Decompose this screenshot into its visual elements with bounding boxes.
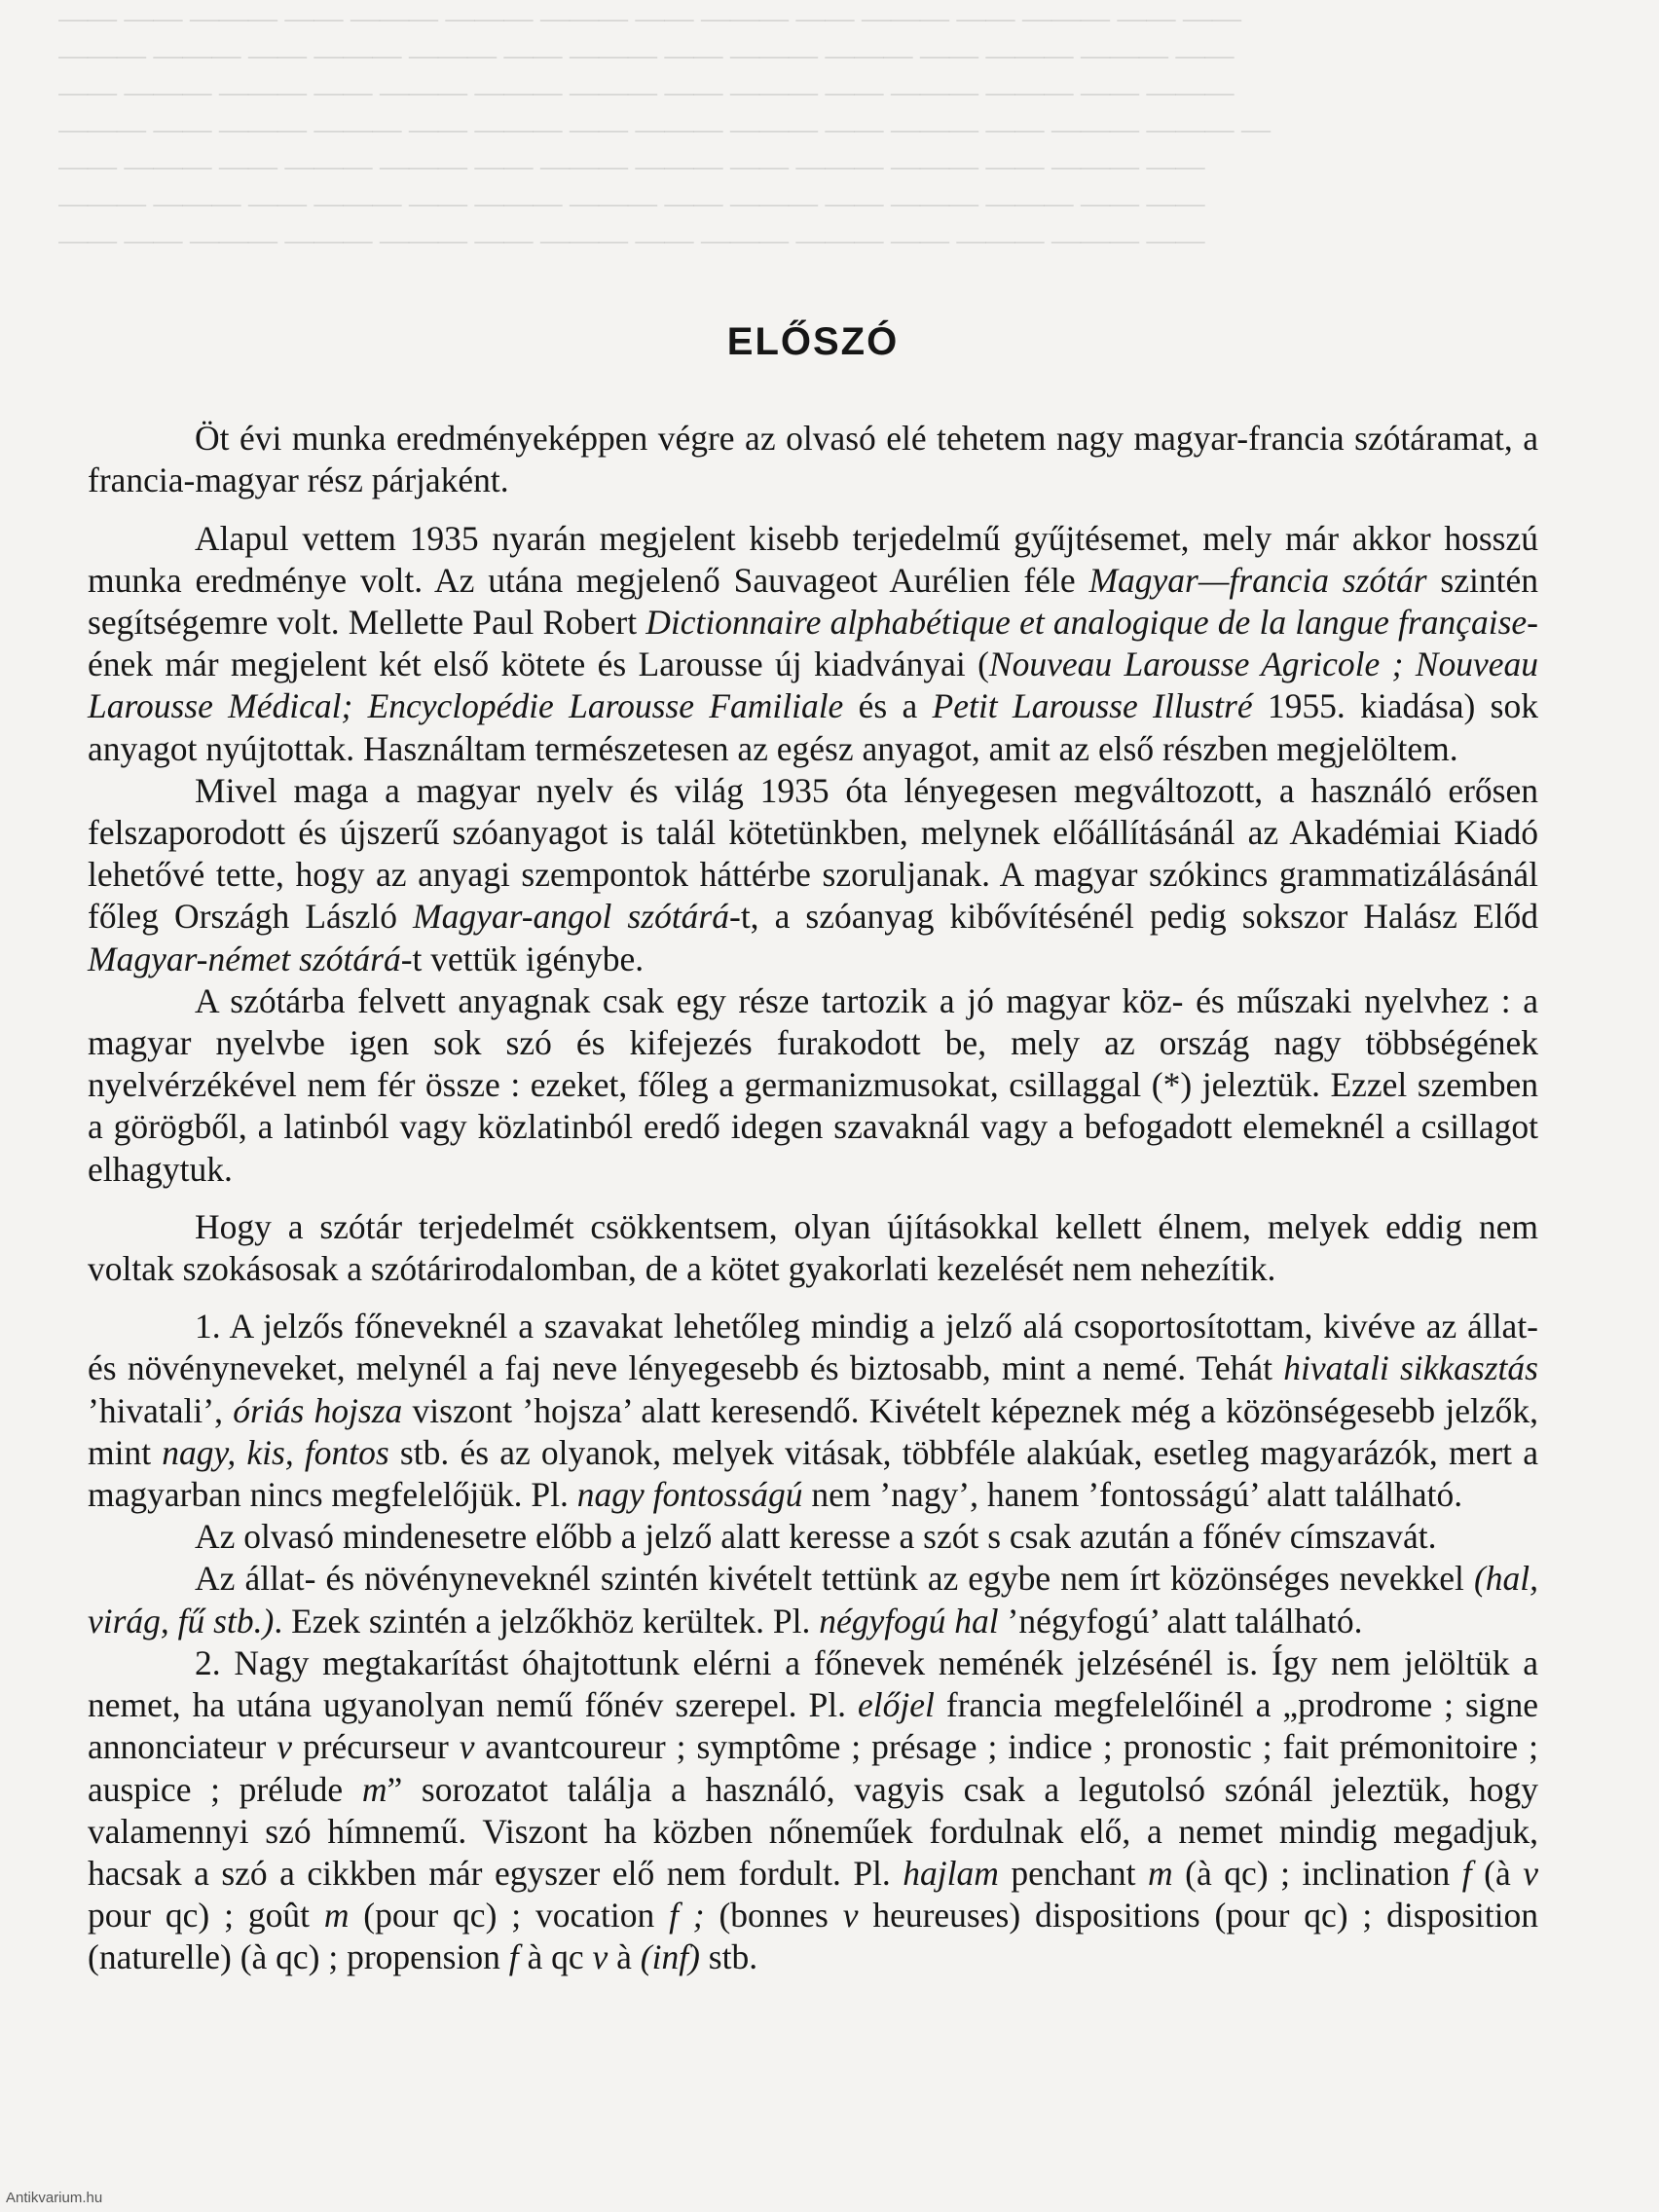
text-run: (à qc) ; inclination (1172, 1853, 1462, 1893)
text-run: stb. (699, 1937, 758, 1977)
page-title: ELŐSZÓ (726, 320, 900, 363)
text-run: viszont ’hojsza’ alatt keresendő. Kivételt képeznek még a közönségesebb jelzők, mint (88, 1390, 1538, 1472)
paragraph (88, 1206, 1538, 1290)
paragraph (88, 418, 1538, 501)
italic-run: v (1523, 1853, 1538, 1893)
text-run: Hogy a szótár terjedelmét csökkentsem, olyan újításokkal kellett élnem, melyek eddig nem voltak szokásosak a szótárirodalomban, de a kötet gyakorlati kezelését nem nehezítik. (88, 1206, 1538, 1289)
text-run: (bonnes (704, 1896, 843, 1936)
italic-run: f (508, 1937, 519, 1977)
text-run: A szótárba felvett anyagnak csak egy része tartozik a jó magyar köz- és műszaki nyelvhez : a magyar nyelvbe igen sok szó és kifejezés furakodott be, mely az ország nagy többségének nyelvérzékével nem fér össze : ezeket, főleg a germanizmusokat, csillaggal (*) jeleztük. Ezzel szemben a görögből, a latinból vagy közlatinból eredő idegen szavaknál vagy a befogadott elemeknél a csillagot elhagytuk. (88, 980, 1538, 1189)
italic-run: Dictionnaire alphabétique et analogique de la langue française (645, 603, 1528, 643)
text-run: -t, a szóanyag kibővítésénél pedig sokszor Halász Előd (729, 897, 1538, 937)
text-run: és a (843, 686, 933, 726)
italic-run: v (842, 1896, 859, 1936)
text-run: 1. A jelzős főneveknél a szavakat lehetőleg mindig a jelző alá csoportosítottam, kivéve az állat- és növényneveket, melynél a faj neve lényegesebb és biztosabb, mint a nemé. Tehát (88, 1307, 1538, 1388)
text-run: ’négyfogú’ alatt található. (998, 1601, 1363, 1641)
text-run: à (608, 1937, 641, 1977)
paragraph (88, 770, 1538, 980)
italic-run: nagy, kis, fontos (162, 1432, 389, 1472)
italic-run: v (592, 1937, 608, 1977)
paragraph (88, 1558, 1538, 1641)
italic-run: m (1148, 1853, 1173, 1893)
italic-run: nagy fontosságú (576, 1475, 803, 1515)
text-run: 2. Nagy megtakarítást óhajtottunk elérni a főnevek neménék jelzésénél is. Így nem jelöltük a nemet, ha utána ugyanolyan nemű főnév szerepel. Pl. (88, 1642, 1538, 1725)
italic-run: (hal, virág, fű stb.) (88, 1559, 1538, 1641)
bleed-through-text: —— —— ——— —— ——— ——— ——— —— ——— —— ——— —— ——— —— —— ——— ——— —— ——— ——— —— ——— —— ——— ——— —— ——— ——— —— —— ——— ——— —— ——— ——— ——— —— ——— —— ——— ——— —— ——— ——— —— ——— ——— —— ——— —— ——— ——— —— ——— —— ——— ——— — —— ——— —— ——— ——— —— ——— ——— —— ——— ——— —— ——— —— ——— ——— —— ——— —— ——— ——— —— ——— —— ——— ——— —— —— —— —— ——— ——— ——— —— ——— —— ——— ——— —— ——— ——— —— (58, 2, 1271, 256)
text-run: . Ezek szintén a jelzőkhöz kerültek. Pl. (274, 1601, 820, 1641)
text-run: Az olvasó mindenesetre előbb a jelző alatt keresse a szót s csak azután a főnév címszavát. (195, 1517, 1437, 1557)
text-run: pour qc) ; goût (88, 1896, 324, 1936)
paragraph (88, 980, 1538, 1191)
italic-run: Nouveau Larousse Agricole ; Nouveau Larousse Médical; Encyclopédie Larousse Familiale (88, 645, 1538, 726)
italic-run: hivatali sikkasztás (1283, 1348, 1538, 1388)
text-run: heureuses) dispositions (pour qc) ; disposition (naturelle) (à qc) ; propension (88, 1896, 1538, 1977)
text-run: -t vettük igénybe. (400, 939, 645, 978)
preface-body (88, 418, 1538, 1978)
paragraph (88, 1516, 1538, 1558)
italic-run: hajlam (903, 1853, 999, 1893)
italic-run: v (276, 1727, 293, 1767)
text-run: -ének már megjelent két első kötete és Larousse új kiadványai ( (88, 603, 1538, 684)
text-run: francia megfelelőinél a „prodrome ; signe annonciateur (88, 1685, 1538, 1767)
text-run: szintén segítségemre volt. Mellette Paul Robert (88, 560, 1538, 643)
text-run: nem ’nagy’, hanem ’fontosságú’ alatt található. (802, 1475, 1463, 1515)
text-run: précurseur (292, 1727, 460, 1767)
text-run: Öt évi munka eredményeképpen végre az olvasó elé tehetem nagy magyar-francia szótáramat, a francia-magyar rész párjaként. (88, 419, 1538, 500)
text-run: 1955. kiadása) sok anyagot nyújtottak. Használtam természetesen az egész anyagot, amit az első részben megjelöltem. (88, 686, 1538, 768)
text-run: avantcoureur ; symptôme ; présage ; indice ; pronostic ; fait prémonitoire ; auspice ; prélude (88, 1727, 1538, 1809)
text-run: Mivel maga a magyar nyelv és világ 1935 óta lényegesen megváltozott, a használó erősen felszaporodott és újszerű szóanyagot is talál kötetünkben, melynek előállításánál az Akadémiai Kiadó lehetővé tette, hogy az anyagi szempontok háttérbe szoruljanak. A magyar szókincs grammatizálásánál főleg Országh László (88, 770, 1538, 937)
italic-run: négyfogú hal (819, 1601, 999, 1641)
text-run: stb. és az olyanok, melyek vitásak, többféle alakúak, esetleg magyarázók, mert a magyarban nincs megfelelőjük. Pl. (88, 1432, 1538, 1515)
text-run: (pour qc) ; vocation (349, 1896, 670, 1936)
italic-run: f ; (669, 1896, 705, 1936)
watermark: Antikvarium.hu (6, 2190, 103, 2206)
paragraph (88, 1642, 1538, 1979)
italic-run: Magyar—francia szótár (1088, 560, 1427, 600)
text-run: penchant (998, 1853, 1149, 1893)
text-run: ” sorozatot találja a használó, vagyis csak a legutolsó szónál jeleztük, hogy valamennyi szó hímnemű. Viszont ha közben nőneműek fordulnak elő, a nemet mindig megadjuk, hacsak a szó a cikkben már egyszer elő nem fordult. Pl. (88, 1769, 1538, 1893)
text-run: à qc (518, 1937, 593, 1977)
italic-run: óriás hojsza (233, 1390, 403, 1430)
italic-run: m (361, 1769, 387, 1809)
italic-run: Magyar-angol szótárá (413, 897, 729, 937)
text-run: ’hivatali’, (88, 1390, 234, 1430)
italic-run: f (1461, 1853, 1472, 1893)
italic-run: (inf) (640, 1937, 700, 1977)
italic-run: Magyar-német szótárá (88, 939, 401, 978)
italic-run: előjel (858, 1685, 935, 1725)
paragraph (88, 1306, 1538, 1516)
text-run: Az állat- és növényneveknél szintén kivételt tettünk az egybe nem írt közönséges nevekkel (195, 1559, 1474, 1599)
paragraph (88, 518, 1538, 770)
preface-page (88, 321, 1538, 1979)
text-run: Alapul vettem 1935 nyarán megjelent kisebb terjedelmű gyűjtésemet, mely már akkor hosszú munka eredménye volt. Az utána megjelenő Sauvageot Aurélien féle (88, 518, 1538, 600)
italic-run: m (323, 1896, 350, 1936)
italic-run: v (459, 1727, 475, 1767)
text-run: (à (1471, 1853, 1524, 1893)
italic-run: Petit Larousse Illustré (932, 686, 1253, 726)
